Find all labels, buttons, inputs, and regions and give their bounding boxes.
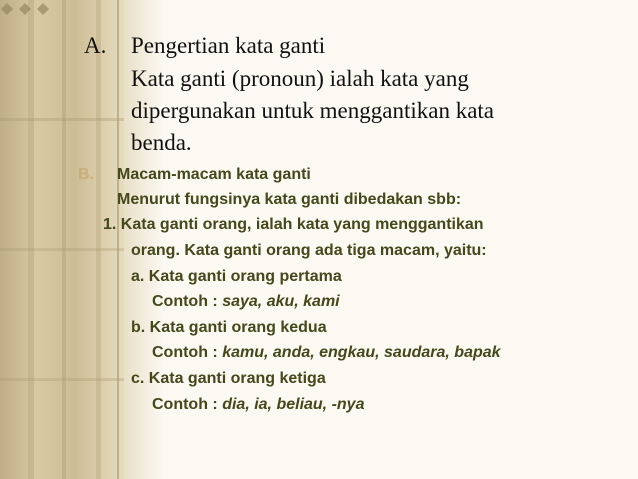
subitem-a-example-words: saya, aku, kami [222,293,340,310]
section-a-line-3: benda. [131,130,192,155]
subitem-a-example-prefix: Contoh : [152,293,223,310]
section-b-intro: Menurut fungsinya kata ganti dibedakan sbb: [117,191,462,208]
subitem-c-example-prefix: Contoh : [152,396,223,413]
subitem-b-example-prefix: Contoh : [152,344,223,361]
subitem-c-example-words: dia, ia, beliau, -nya [222,396,365,413]
subitem-b-label: b. Kata ganti orang kedua [131,319,327,336]
section-a-marker: A. [84,33,107,58]
subitem-b-example-words: kamu, anda, engkau, saudara, bapak [222,344,501,361]
section-b-marker: B. [78,166,94,183]
section-a-line-1: Kata ganti (pronoun) ialah kata yang [131,66,469,91]
subitem-b-example [152,345,501,361]
section-a-line-2: dipergunakan untuk menggantikan kata [131,98,495,123]
subitem-c-example [152,397,364,413]
section-b-heading: Macam-macam kata ganti [117,166,311,183]
item-1-line-2: orang. Kata ganti orang ada tiga macam, yaitu: [131,242,487,259]
section-a-heading: Pengertian kata ganti [131,33,326,58]
subitem-a-example [152,294,340,310]
subitem-c-label: c. Kata ganti orang ketiga [131,370,326,387]
item-1-line-1: 1. Kata ganti orang, ialah kata yang menggantikan [103,216,484,233]
subitem-a-label: a. Kata ganti orang pertama [131,268,342,285]
